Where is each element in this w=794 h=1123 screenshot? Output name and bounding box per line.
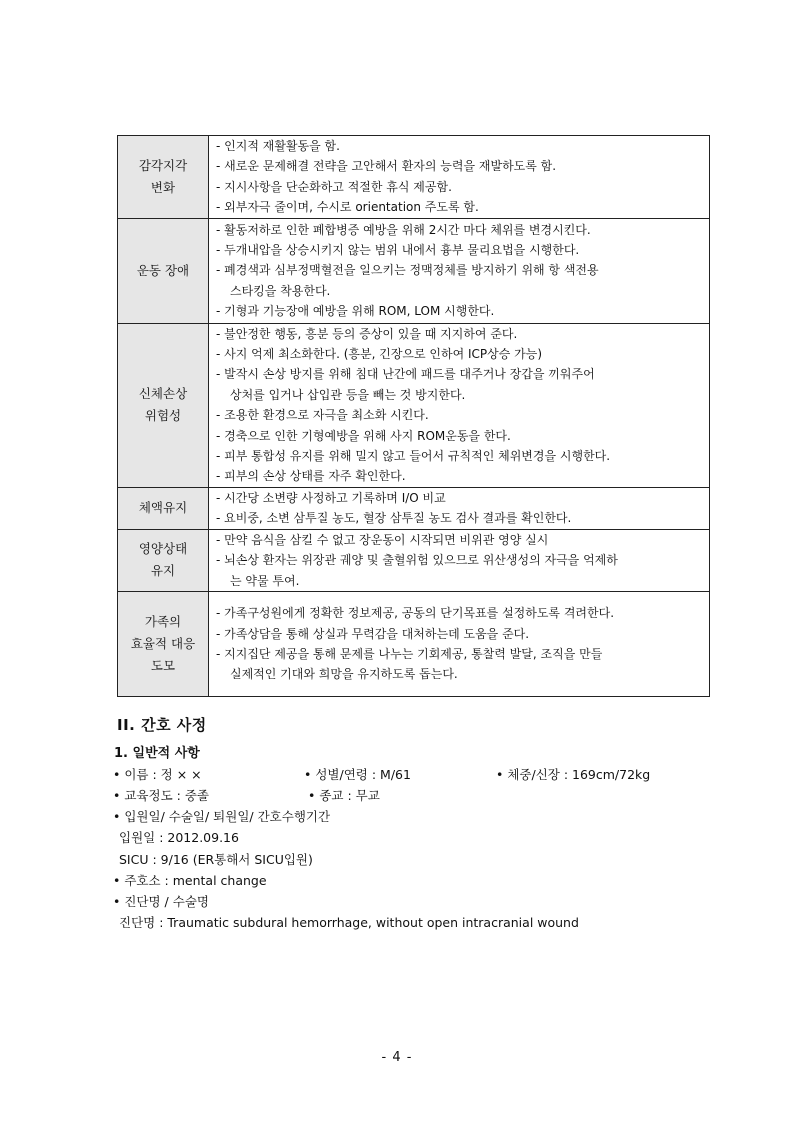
table-row: [118, 487, 710, 529]
list-item: - 요비중, 소변 삼투질 농도, 혈장 삼투질 농도 검사 결과를 확인한다.: [216, 508, 704, 528]
list-item: - 발작시 손상 방지를 위해 침대 난간에 패드를 대주거나 장갑을 끼워주어: [216, 364, 704, 384]
category-cell: 가족의 효율적 대응 도모: [118, 591, 209, 696]
section-title: II. 간호 사정: [117, 716, 207, 734]
category-cell: 감각지각 변화: [118, 136, 209, 219]
list-item: - 피부의 손상 상태를 자주 확인한다.: [216, 466, 704, 486]
list-item: - 불안정한 행동, 흥분 등의 증상이 있을 때 지지하여 준다.: [216, 324, 704, 344]
intervention-cell: [209, 136, 710, 219]
intervention-cell: [209, 218, 710, 323]
list-item: - 폐경색과 심부정맥혈전을 일으키는 정맥정체를 방지하기 위해 항 색전용: [216, 260, 704, 280]
list-item: 는 약물 투여.: [230, 573, 300, 588]
diagnosis: 진단명 : Traumatic subdural hemorrhage, without open intracranial wound: [119, 915, 579, 930]
list-item: - 지지집단 제공을 통해 문제를 나누는 기회제공, 통찰력 발달, 조직을 만들: [216, 644, 704, 664]
intervention-cell: [209, 591, 710, 696]
list-item: - 외부자극 줄이며, 수시로 orientation 주도록 함.: [216, 197, 704, 217]
nursing-care-table: [117, 135, 710, 697]
intervention-cell: [209, 487, 710, 529]
list-item: 상처를 입거나 삽입관 등을 빼는 것 방지한다.: [230, 387, 466, 402]
diagnosis-label: • 진단명 / 수술명: [113, 892, 209, 910]
list-item: - 인지적 재활활동을 함.: [216, 136, 704, 156]
table-row: [118, 591, 710, 696]
list-item: - 가족구성원에게 정확한 정보제공, 공동의 단기목표를 설정하도록 격려한다.: [216, 603, 704, 623]
dates-label: • 입원일/ 수술일/ 퇴원일/ 간호수행기간: [113, 807, 330, 825]
category-cell: 신체손상 위험성: [118, 323, 209, 487]
list-item: - 시간당 소변량 사정하고 기록하며 I/O 비교: [216, 488, 704, 508]
list-item: - 활동저하로 인한 폐합병증 예방을 위해 2시간 마다 체위를 변경시킨다.: [216, 220, 704, 240]
gender-age: • 성별/연령 : M/61: [304, 765, 411, 783]
list-item: - 만약 음식을 삼킬 수 없고 장운동이 시작되면 비위관 영양 실시: [216, 530, 704, 550]
height-weight: • 체중/신장 : 169cm/72kg: [496, 765, 650, 783]
chief-complaint: • 주호소 : mental change: [113, 871, 267, 889]
intervention-cell: [209, 323, 710, 487]
table-row: [118, 136, 710, 219]
table-row: [118, 529, 710, 591]
subsection-title: 1. 일반적 사항: [114, 746, 200, 761]
page-number: - 4 -: [381, 1050, 413, 1065]
list-item: - 새로운 문제해결 전략을 고안해서 환자의 능력을 재발하도록 함.: [216, 156, 704, 176]
list-item: - 기형과 기능장애 예방을 위해 ROM, LOM 시행한다.: [216, 301, 704, 321]
list-item: - 뇌손상 환자는 위장관 궤양 및 출혈위험 있으므로 위산생성의 자극을 억제하: [216, 550, 704, 570]
list-item: - 가족상담을 통해 상실과 무력감을 대처하는데 도움을 준다.: [216, 624, 704, 644]
list-item: - 지시사항을 단순화하고 적절한 휴식 제공함.: [216, 177, 704, 197]
intervention-cell: [209, 529, 710, 591]
table-row: [118, 218, 710, 323]
list-item: - 경축으로 인한 기형예방을 위해 사지 ROM운동을 한다.: [216, 426, 704, 446]
category-cell: 운동 장애: [118, 218, 209, 323]
list-item: - 조용한 환경으로 자극을 최소화 시킨다.: [216, 405, 704, 425]
list-item: - 사지 억제 최소화한다. (흥분, 긴장으로 인하여 ICP상승 가능): [216, 344, 704, 364]
admission-date: 입원일 : 2012.09.16: [119, 830, 239, 845]
category-cell: 체액유지: [118, 487, 209, 529]
education-level: • 교육정도 : 중졸: [113, 786, 209, 804]
table-row: [118, 323, 710, 487]
list-item: 실제적인 기대와 희망을 유지하도록 돕는다.: [230, 667, 458, 682]
list-item: 스타킹을 착용한다.: [230, 283, 331, 298]
list-item: - 두개내압을 상승시키지 않는 범위 내에서 흉부 물리요법을 시행한다.: [216, 240, 704, 260]
category-cell: 영양상태 유지: [118, 529, 209, 591]
sicu-admission: SICU : 9/16 (ER통해서 SICU입원): [119, 852, 313, 867]
patient-name: • 이름 : 정 × ×: [113, 765, 202, 783]
religion: • 종교 : 무교: [308, 786, 380, 804]
list-item: - 피부 통합성 유지를 위해 밀지 않고 들어서 규칙적인 체위변경을 시행한다.: [216, 446, 704, 466]
